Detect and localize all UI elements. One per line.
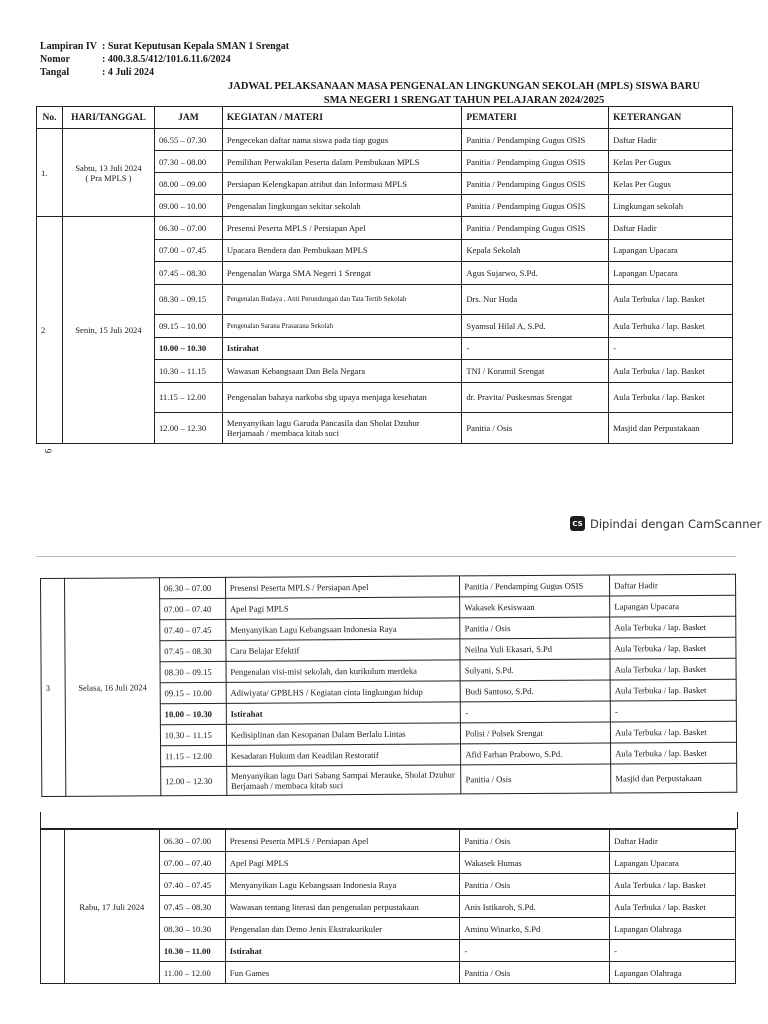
nomor-key: Nomor <box>40 54 70 65</box>
cell-jam: 06.30 – 07.00 <box>159 830 225 852</box>
cell-jam: 11.00 – 12.00 <box>159 962 225 984</box>
cell-kegiatan: Pengenalan Warga SMA Negeri 1 Srengat <box>222 262 462 285</box>
cell-keterangan: Aula Terbuka / lap. Basket <box>609 284 733 315</box>
cell-kegiatan: Wawasan Kebangsaan Dan Bela Negara <box>222 360 462 383</box>
day-date <box>64 578 160 797</box>
col-header-kegiatan: KEGIATAN / MATERI <box>222 107 462 129</box>
cell-kegiatan: Pemilihan Perwakilan Peserta dalam Pembukaan MPLS <box>222 151 462 173</box>
nomor-value: : 400.3.8.5/412/101.6.11.6/2024 <box>102 54 231 65</box>
cell-kegiatan: Pengenalan bahaya narkoba sbg upaya menjaga kesehatan <box>222 382 462 413</box>
cell-pemateri: Agus Sujarwo, S.Pd. <box>462 262 609 285</box>
cell-jam: 08.30 – 09.15 <box>154 284 222 315</box>
cell-jam: 07.00 – 07.40 <box>159 598 225 619</box>
cell-keterangan: Aula Terbuka / lap. Basket <box>609 382 733 413</box>
col-header-pemateri: PEMATERI <box>462 107 609 129</box>
cell-keterangan: Lapangan Upacara <box>610 595 736 617</box>
cell-keterangan: Lingkungan sekolah <box>609 195 733 217</box>
cell-pemateri: Budi Santoso, S.Pd. <box>460 680 610 702</box>
day-number: 3 <box>41 578 66 796</box>
cell-kegiatan: Pengenalan lingkungan sekitar sekolah <box>222 195 462 217</box>
cell-kegiatan: Adiwiyata/ GPBLHS / Kegiatan cinta lingkungan hidup <box>226 681 461 703</box>
cell-jam: 11.15 – 12.00 <box>160 745 226 766</box>
tanggal-value: : 4 Juli 2024 <box>102 67 154 78</box>
cell-jam: 07.30 – 08.00 <box>154 151 222 173</box>
cell-kegiatan: Pengecekan daftar nama siswa pada tiap gugus <box>222 129 462 151</box>
cell-kegiatan: Menyanyikan Lagu Kebangsaan Indonesia Raya <box>225 874 460 896</box>
day-number <box>41 830 65 984</box>
cell-kegiatan: Fun Games <box>225 962 460 984</box>
attachment-header <box>40 40 289 79</box>
cell-kegiatan: Cara Belajar Efektif <box>226 639 461 661</box>
cell-pemateri: Neilna Yuli Ekasari, S.Pd <box>460 638 610 660</box>
cell-kegiatan: Pengenalan Sarana Prasarana Sekolah <box>222 315 462 338</box>
cell-keterangan: Masjid dan Perpustakaan <box>609 413 733 444</box>
cell-kegiatan: Apel Pagi MPLS <box>225 597 460 619</box>
cell-jam: 10.30 – 11.00 <box>159 940 225 962</box>
cell-keterangan: Aula Terbuka / lap. Basket <box>611 721 737 743</box>
cell-keterangan: Lapangan Olahraga <box>610 962 736 984</box>
cell-keterangan: - <box>609 337 733 360</box>
cell-pemateri: Anis Istikaroh, S.Pd. <box>460 896 610 918</box>
cell-keterangan: Daftar Hadir <box>610 574 736 596</box>
cell-keterangan: Aula Terbuka / lap. Basket <box>610 658 736 680</box>
cell-kegiatan: Menyanyikan lagu Garuda Pancasila dan Sholat Dzuhur Berjamaah / membaca kitab suci <box>222 413 462 444</box>
page-mark: 6 <box>43 448 54 454</box>
cell-pemateri: Panitia / Pendamping Gugus OSIS <box>462 173 609 195</box>
cell-keterangan: Daftar Hadir <box>610 830 736 852</box>
table-row <box>41 830 736 852</box>
cell-jam: 07.40 – 07.45 <box>159 874 225 896</box>
cell-keterangan: Lapangan Olahraga <box>610 918 736 940</box>
tanggal-key: Tangal <box>40 67 70 78</box>
cell-kegiatan: Presensi Peserta MPLS / Persiapan Apel <box>225 830 460 852</box>
cell-pemateri: Wakasek Humas <box>460 852 610 874</box>
cell-keterangan: Aula Terbuka / lap. Basket <box>609 360 733 383</box>
cell-pemateri: Aminu Winarko, S.Pd <box>460 918 610 940</box>
cell-pemateri: TNI / Koramil Srengat <box>462 360 609 383</box>
cell-pemateri: Polisi / Polsek Srengat <box>461 722 611 744</box>
cell-jam: 10.00 – 10.30 <box>154 337 222 360</box>
col-header-jam: JAM <box>154 107 222 129</box>
day-date-label: Sabtu, 13 Juli 2024 <box>75 162 142 173</box>
cell-pemateri: Panitia / Pendamping Gugus OSIS <box>462 129 609 151</box>
cell-keterangan: Aula Terbuka / lap. Basket <box>610 874 736 896</box>
cell-keterangan: Aula Terbuka / lap. Basket <box>610 637 736 659</box>
cell-keterangan: Lapangan Upacara <box>609 239 733 262</box>
cell-pemateri: Panitia / Osis <box>460 830 610 852</box>
cell-kegiatan: Menyanyikan Lagu Kebangsaan Indonesia Raya <box>225 618 460 640</box>
day-date <box>64 830 159 984</box>
cell-pemateri: Panitia / Osis <box>461 764 611 794</box>
cell-jam: 10.30 – 11.15 <box>160 724 226 745</box>
cell-pemateri: - <box>462 337 609 360</box>
camscanner-logo-icon: CS <box>570 516 585 531</box>
cell-keterangan: Aula Terbuka / lap. Basket <box>611 742 737 764</box>
cell-jam: 08.00 – 09.00 <box>154 173 222 195</box>
cell-pemateri: - <box>460 940 610 962</box>
cell-jam: 07.45 – 08.30 <box>160 640 226 661</box>
cell-keterangan: Aula Terbuka / lap. Basket <box>610 679 736 701</box>
day-date <box>62 129 154 217</box>
cell-jam: 08.30 – 09.15 <box>160 661 226 682</box>
cell-pemateri: Wakasek Kesiswaan <box>460 596 610 618</box>
cell-keterangan: - <box>610 940 736 962</box>
day-date-label: Selasa, 16 Juli 2024 <box>78 681 147 693</box>
cell-jam: 09.15 – 10.00 <box>160 682 226 703</box>
cell-keterangan: Aula Terbuka / lap. Basket <box>610 896 736 918</box>
cell-keterangan: Aula Terbuka / lap. Basket <box>610 616 736 638</box>
lampiran-value: : Surat Keputusan Kepala SMAN 1 Srengat <box>102 41 290 52</box>
day-date-label: Rabu, 17 Juli 2024 <box>79 901 145 912</box>
day-date-label: Senin, 15 Juli 2024 <box>75 324 142 335</box>
cell-pemateri: Panitia / Pendamping Gugus OSIS <box>460 575 610 597</box>
cell-jam: 07.00 – 07.40 <box>159 852 225 874</box>
table-gap-row <box>40 812 738 829</box>
cell-pemateri: Panitia / Osis <box>460 962 610 984</box>
title-line-1: JADWAL PELAKSANAAN MASA PENGENALAN LINGKUNGAN SEKOLAH (MPLS) SISWA BARU <box>228 81 700 92</box>
cell-keterangan: - <box>610 700 736 722</box>
cell-jam: 12.00 – 12.30 <box>154 413 222 444</box>
day-number: 1. <box>37 129 63 217</box>
cell-kegiatan: Pengenalan visi-misi sekolah, dan kurikulum merdeka <box>226 660 461 682</box>
page-2-edge <box>36 556 736 558</box>
cell-pemateri: dr. Pravita/ Puskesmas Srengat <box>462 382 609 413</box>
cell-kegiatan: Kesadaran Hukum dan Keadilan Restoratif <box>226 744 461 766</box>
cell-keterangan: Lapangan Upacara <box>609 262 733 285</box>
cell-kegiatan: Persiapan Kelengkapan atribut dan Informasi MPLS <box>222 173 462 195</box>
cell-jam: 06.30 – 07.00 <box>154 217 222 240</box>
cell-jam: 08.30 – 10.30 <box>159 918 225 940</box>
cell-pemateri: Panitia / Pendamping Gugus OSIS <box>462 195 609 217</box>
cell-jam: 06.55 – 07.30 <box>154 129 222 151</box>
schedule-table-page-1 <box>36 106 733 444</box>
day-date-sub: ( Pra MPLS ) <box>85 172 132 183</box>
scanner-text: Dipindai dengan CamScanner <box>590 516 762 531</box>
scanner-watermark <box>570 516 761 531</box>
col-header-keterangan: KETERANGAN <box>609 107 733 129</box>
lampiran-key: Lampiran IV <box>40 41 97 52</box>
cell-kegiatan: Kedisiplinan dan Kesopanan Dalam Berlalu Lintas <box>226 723 461 745</box>
cell-jam: 07.40 – 07.45 <box>160 619 226 640</box>
cell-jam: 10.00 – 10.30 <box>160 703 226 724</box>
cell-pemateri: - <box>461 701 611 723</box>
cell-pemateri: Panitia / Osis <box>460 874 610 896</box>
cell-jam: 06.30 – 07.00 <box>159 577 225 598</box>
day-number: 2 <box>37 217 63 444</box>
col-header-no: No. <box>37 107 63 129</box>
cell-keterangan: Kelas Per Gugus <box>609 151 733 173</box>
cell-kegiatan: Pengenalan dan Demo Jenis Ekstrakurikuler <box>225 918 460 940</box>
day-date <box>62 217 154 444</box>
cell-kegiatan: Menyanyikan lagu Dari Sabang Sampai Merauke, Sholat Dzuhur Berjamaah / membaca kitab suci <box>226 765 461 795</box>
cell-keterangan: Lapangan Upacara <box>610 852 736 874</box>
cell-kegiatan: Presensi Peserta MPLS / Persiapan Apel <box>225 576 460 598</box>
cell-jam: 09.15 – 10.00 <box>154 315 222 338</box>
cell-kegiatan: Upacara Bendera dan Pembukaan MPLS <box>222 239 462 262</box>
cell-pemateri: Afid Farhan Prabowo, S.Pd. <box>461 743 611 765</box>
cell-pemateri: Kepala Sekolah <box>462 239 609 262</box>
cell-jam: 10.30 – 11.15 <box>154 360 222 383</box>
cell-kegiatan: Apel Pagi MPLS <box>225 852 460 874</box>
cell-jam: 07.45 – 08.30 <box>159 896 225 918</box>
col-header-hari: HARI/TANGGAL <box>62 107 154 129</box>
cell-kegiatan: Presensi Peserta MPLS / Persiapan Apel <box>222 217 462 240</box>
cell-pemateri: Sulyani, S.Pd. <box>460 659 610 681</box>
document-title <box>0 80 768 108</box>
table-row <box>37 129 733 151</box>
table-row <box>37 217 733 240</box>
cell-kegiatan: Wawasan tentang literasi dan pengenalan perpustakaan <box>225 896 460 918</box>
cell-jam: 12.00 – 12.30 <box>160 766 226 795</box>
title-line-2: SMA NEGERI 1 SRENGAT TAHUN PELAJARAN 2024/2025 <box>323 95 605 106</box>
schedule-table-page-2-day-4 <box>40 829 736 984</box>
cell-keterangan: Daftar Hadir <box>609 217 733 240</box>
cell-pemateri: Panitia / Pendamping Gugus OSIS <box>462 217 609 240</box>
cell-keterangan: Daftar Hadir <box>609 129 733 151</box>
cell-keterangan: Aula Terbuka / lap. Basket <box>609 315 733 338</box>
cell-kegiatan: Istirahat <box>226 702 461 724</box>
schedule-table-page-2-day-3 <box>40 574 737 797</box>
cell-jam: 07.00 – 07.45 <box>154 239 222 262</box>
cell-keterangan: Kelas Per Gugus <box>609 173 733 195</box>
cell-pemateri: Panitia / Osis <box>462 413 609 444</box>
cell-kegiatan: Istirahat <box>222 337 462 360</box>
cell-kegiatan: Istirahat <box>225 940 460 962</box>
cell-jam: 07.45 – 08.30 <box>154 262 222 285</box>
cell-pemateri: Panitia / Pendamping Gugus OSIS <box>462 151 609 173</box>
cell-pemateri: Panitia / Osis <box>460 617 610 639</box>
cell-jam: 11.15 – 12.00 <box>154 382 222 413</box>
cell-keterangan: Masjid dan Perpustakaan <box>611 763 737 793</box>
cell-kegiatan: Pengenalan Budaya , Anti Perundungan dan Tata Tertib Sekolah <box>222 284 462 315</box>
cell-jam: 09.00 – 10.00 <box>154 195 222 217</box>
cell-pemateri: Syamsul Hilal A, S.Pd. <box>462 315 609 338</box>
cell-pemateri: Drs. Nur Huda <box>462 284 609 315</box>
